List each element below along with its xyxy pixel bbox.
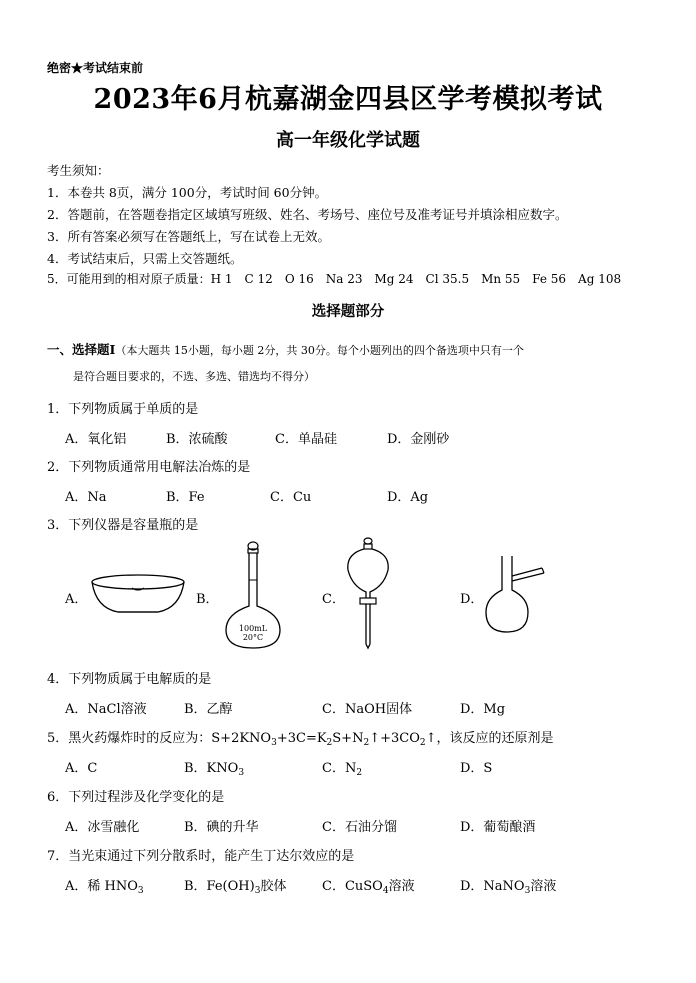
- notice-item-3: 3．所有答案必须写在答题纸上，写在试卷上无效。: [47, 229, 330, 244]
- exam-title: 2023年6月杭嘉湖金四县区学考模拟考试: [93, 84, 603, 115]
- q7-option-d: D．NaNO$_3$溶液: [460, 879, 557, 896]
- section-instruction: [47, 340, 524, 358]
- notice-heading: 考生须知：: [47, 163, 110, 178]
- notice-item-4: 4．考试结束后，只需上交答题纸。: [47, 251, 243, 266]
- q2-option-a: A．Na: [65, 490, 107, 505]
- notice-item-5: 5．可能用到的相对原子质量：H 1 C 12 O 16 Na 23 Mg 24 Cl 35.5 Mn 55 Fe 56 Ag 108: [47, 272, 622, 286]
- section-instruction-cont: 是符合题目要求的，不选、多选、错选均不得分）: [73, 370, 315, 383]
- q6-option-b: B．碘的升华: [184, 820, 259, 835]
- q3-option-d: D．: [460, 592, 484, 607]
- notice-item-2: 2．答题前，在答题卷指定区域填写班级、姓名、考场号、座位号及准考证号并填涂相应数字。: [47, 207, 568, 222]
- q7-option-b: B．$Fe(OH)_3$胶体: [184, 879, 287, 896]
- evaporating-dish-icon: [88, 572, 188, 620]
- notice-item-1: 1．本卷共 8页，满分 100分，考试时间 60分钟。: [47, 185, 328, 200]
- volumetric-flask-icon: [222, 540, 284, 650]
- section-title: 选择题部分: [311, 303, 385, 320]
- q1-option-a: A．氧化铝: [65, 432, 127, 447]
- q6-stem: 6．下列过程涉及化学变化的是: [47, 790, 225, 805]
- q2-option-c: C．Cu: [270, 490, 312, 505]
- q2-option-d: D．Ag: [387, 490, 429, 505]
- q1-stem: 1．下列物质属于单质的是: [47, 402, 199, 417]
- q3-stem: 3．下列仪器是容量瓶的是: [47, 518, 199, 533]
- q2-stem: 2．下列物质通常用电解法冶炼的是: [47, 460, 251, 475]
- instruction-head: 一、选择题Ⅰ: [47, 342, 116, 357]
- distilling-flask-icon: [484, 554, 550, 636]
- q4-stem: 4．下列物质属于电解质的是: [47, 672, 212, 687]
- q2-option-b: B．Fe: [166, 490, 205, 505]
- q1-option-c: C．单晶硅: [275, 432, 337, 447]
- flask-volume-label: 100mL: [238, 624, 268, 633]
- separatory-funnel-icon: [340, 536, 396, 654]
- q5-option-b: B．$KNO_3$: [184, 761, 245, 778]
- q4-option-a: A．NaCl溶液: [65, 702, 147, 717]
- q5-option-d: D．S: [460, 761, 493, 776]
- q5-option-c: C．$N_2$: [322, 761, 363, 778]
- exam-subtitle: 高一年级化学试题: [276, 130, 420, 151]
- q7-option-c: C．CuSO$_4$溶液: [322, 879, 415, 896]
- q1-option-b: B．浓硫酸: [166, 432, 228, 447]
- q3-option-c: C．: [322, 592, 345, 607]
- q6-option-c: C．石油分馏: [322, 820, 397, 835]
- q5-option-a: A．C: [65, 761, 98, 776]
- q6-option-d: D．葡萄酿酒: [460, 820, 536, 835]
- q7-option-a: A．稀 $HNO_3$: [65, 879, 144, 896]
- q7-stem: 7．当光束通过下列分散系时，能产生丁达尔效应的是: [47, 849, 355, 864]
- q3-option-b: B．: [196, 592, 219, 607]
- q3-option-a: A．: [65, 592, 88, 607]
- q5-stem: 5．黑火药爆炸时的反应为：$S+2KNO_3+3C=K_2S+N_2↑+3CO_2↑$，该反应的还原剂是: [47, 731, 554, 748]
- q1-option-d: D．金刚砂: [387, 432, 450, 447]
- q4-option-c: C．NaOH固体: [322, 702, 413, 717]
- q6-option-a: A．冰雪融化: [65, 820, 140, 835]
- instruction-body: （本大题共 15小题，每小题 2分，共 30分。每个小题列出的四个备选项中只有一个: [115, 344, 524, 357]
- q4-option-d: D．Mg: [460, 702, 506, 717]
- confidential-label: 绝密★考试结束前: [47, 61, 144, 75]
- q4-option-b: B．乙醇: [184, 702, 233, 717]
- flask-temperature-label: 20°C: [242, 633, 264, 642]
